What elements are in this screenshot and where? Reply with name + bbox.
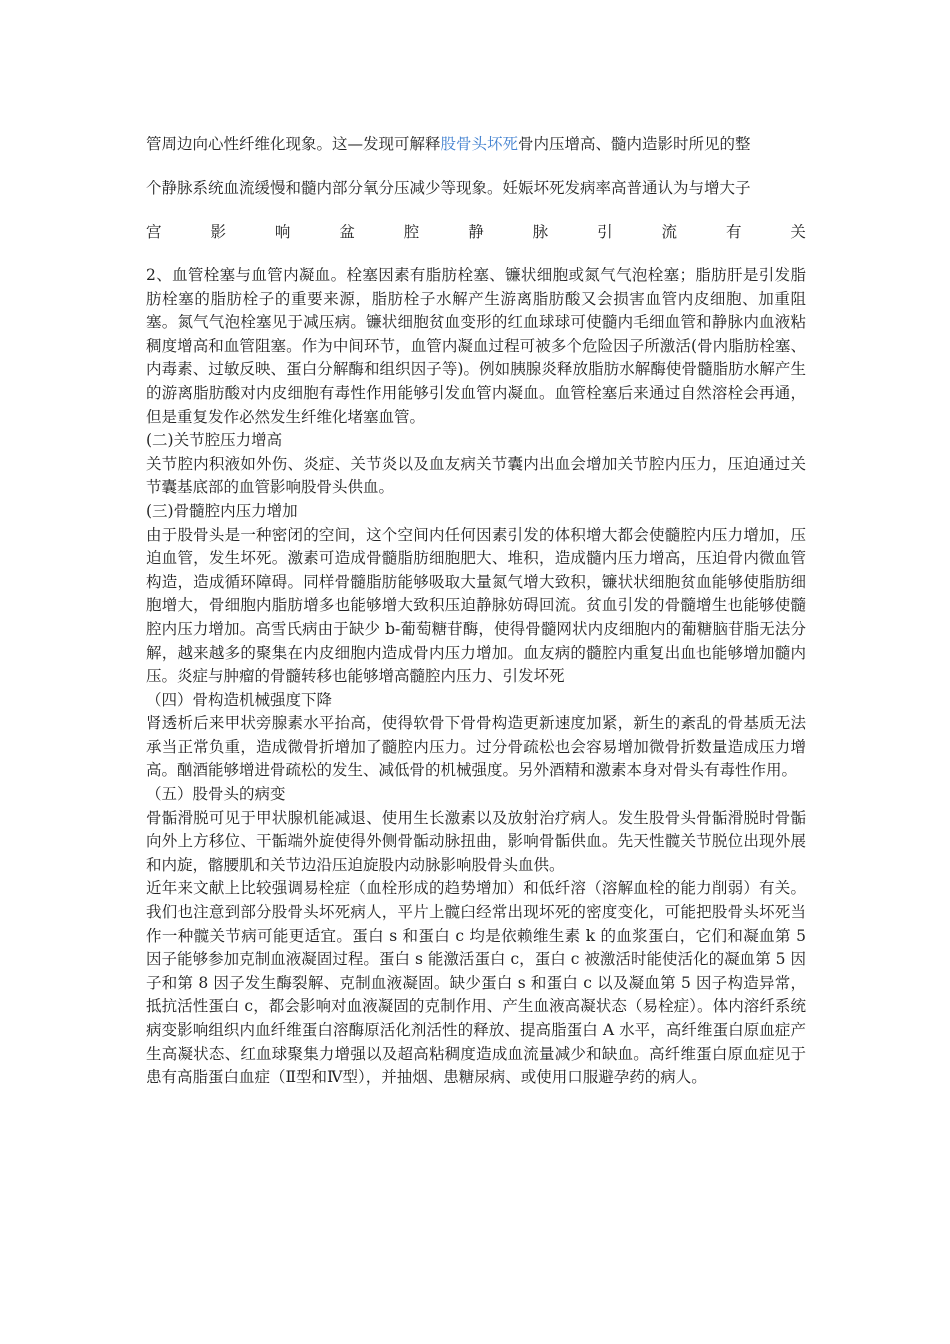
spread-char: 脉 xyxy=(532,223,549,241)
continued-paragraph xyxy=(146,122,806,254)
spread-text-line xyxy=(146,210,806,254)
spread-char: 影 xyxy=(210,223,226,241)
spread-char: 腔 xyxy=(403,223,420,241)
spread-char: 关 xyxy=(790,223,806,241)
section-heading: (三)骨髓腔内压力增加 xyxy=(146,501,298,520)
text-span: 管周边向心性纤维化现象。这—发现可解释 xyxy=(146,135,441,153)
text-line: 个静脉系统血流缓慢和髓内部分氧分压减少等现象。妊娠坏死发病率高普通认为与增大子 xyxy=(146,179,751,197)
paragraph: 肾透析后来甲状旁腺素水平抬高，使得软骨下骨骨构造更新速度加紧，新生的紊乱的骨基质无法承当正常负重，造成微骨折增加了髓腔内压力。过分骨疏松也会容易增加微骨折数量造成压力增高。酗酒能够增进骨疏松的发生、减低骨的机械强度。另外酒精和激素本身对骨头有毒性作用。 xyxy=(146,714,806,780)
paragraph: 关节腔内积液如外伤、炎症、关节炎以及血友病关节囊内出血会增加关节腔内压力，压迫通过关节囊基底部的血管影响股骨头供血。 xyxy=(146,454,806,497)
section-heading: (二)关节腔压力增高 xyxy=(146,431,283,450)
paragraph: 骨骺滑脱可见于甲状腺机能减退、使用生长激素以及放射治疗病人。发生股骨头骨骺滑脱时骨骺向外上方移位、干骺端外旋使得外侧骨骺动脉扭曲，影响骨骺供血。先天性髋关节脱位出现外展和内旋，髂腰肌和关节边沿压迫旋股内动脉影响股骨头血供。 xyxy=(146,808,806,874)
paragraph: 由于股骨头是一种密闭的空间，这个空间内任何因素引发的体积增大都会使髓腔内压力增加，压迫血管，发生坏死。激素可造成骨髓脂肪细胞肥大、堆积，造成髓内压力增高，压迫骨内微血管构造，造成循环障碍。同样骨髓脂肪能够吸取大量氮气增大致积，镰状状细胞贫血能够使脂肪细胞增大，骨细胞内脂肪增多也能够增大致积压迫静脉妨碍回流。贫血引发的骨髓增生也能够使髓腔内压力增加。高雪氏病由于缺少 b-葡萄糖苷酶，使得骨髓网状内皮细胞内的葡糖脑苷脂无法分解，越来越多的聚集在内皮细胞内造成骨内压力增加。血友病的髓腔内重复出血也能够增加髓内压。炎症与肿瘤的骨髓转移也能够增高髓腔内压力、引发坏死 xyxy=(146,525,806,686)
section-heading: （五）股骨头的病变 xyxy=(146,785,286,804)
spread-char: 宫 xyxy=(146,223,162,241)
keyword-link[interactable]: 股骨头坏死 xyxy=(440,135,519,153)
text-line xyxy=(146,122,806,166)
document-body xyxy=(146,264,806,1090)
spread-char: 盆 xyxy=(339,223,355,241)
spread-char: 静 xyxy=(468,223,484,241)
spread-char: 有 xyxy=(725,223,742,241)
spread-char: 流 xyxy=(661,223,678,241)
section-heading: （四）骨构造机械强度下降 xyxy=(146,690,333,709)
spread-char: 引 xyxy=(597,223,613,241)
text-span: 骨内压增高、髓内造影时所见的整 xyxy=(518,135,751,153)
paragraph: 2、血管栓塞与血管内凝血。栓塞因素有脂肪栓塞、镰状细胞或氮气气泡栓塞；脂肪肝是引发脂肪栓塞的脂肪栓子的重要来源，脂肪栓子水解产生游离脂肪酸又会损害血管内皮细胞、加重阻塞。氮气气泡栓塞见于减压病。镰状细胞贫血变形的红血球球可使髓内毛细血管和静脉内血液粘稠度增高和血管阻塞。作为中间环节，血管内凝血过程可被多个危险因子所激活(骨内脂肪栓塞、内毒素、过敏反映、蛋白分解酶和组织因子等)。例如胰腺炎释放脂肪水解酶使骨髓脂肪水解产生的游离脂肪酸对内皮细胞有毒性作用能够引发血管内凝血。血管栓塞后来通过自然溶栓会再通，但是重复发作必然发生纤维化堵塞血管。 xyxy=(146,266,806,426)
spread-char: 响 xyxy=(274,223,291,241)
paragraph: 近年来文献上比较强调易栓症（血栓形成的趋势增加）和低纤溶（溶解血栓的能力削弱）有关。我们也注意到部分股骨头坏死病人，平片上髋臼经常出现坏死的密度变化，可能把股骨头坏死当作一种髋关节病可能更适宜。蛋白 s 和蛋白 c 均是依赖维生素 k 的血浆蛋白，它们和凝血第 5 因子能够参加克制血液凝固过程。蛋白 s 能激活蛋白 c，蛋白 c 被激活时能使活化的凝血第 5 因子和第 8 因子发生酶裂解、克制血液凝固。缺少蛋白 s 和蛋白 c 以及凝血第 5 因子构造异常，抵抗活性蛋白 c，都会影响对血液凝固的克制作用、产生血液高凝状态（易栓症）。体内溶纤系统病变影响组织内血纤维蛋白溶酶原活化剂活性的释放、提高脂蛋白 A 水平，高纤维蛋白原血症产生高凝状态、红血球聚集力增强以及超高粘稠度造成血流量减少和缺血。高纤维蛋白原血症见于患有高脂蛋白血症（Ⅱ型和Ⅳ型），并抽烟、患糖尿病、或使用口服避孕药的病人。 xyxy=(146,879,806,1087)
